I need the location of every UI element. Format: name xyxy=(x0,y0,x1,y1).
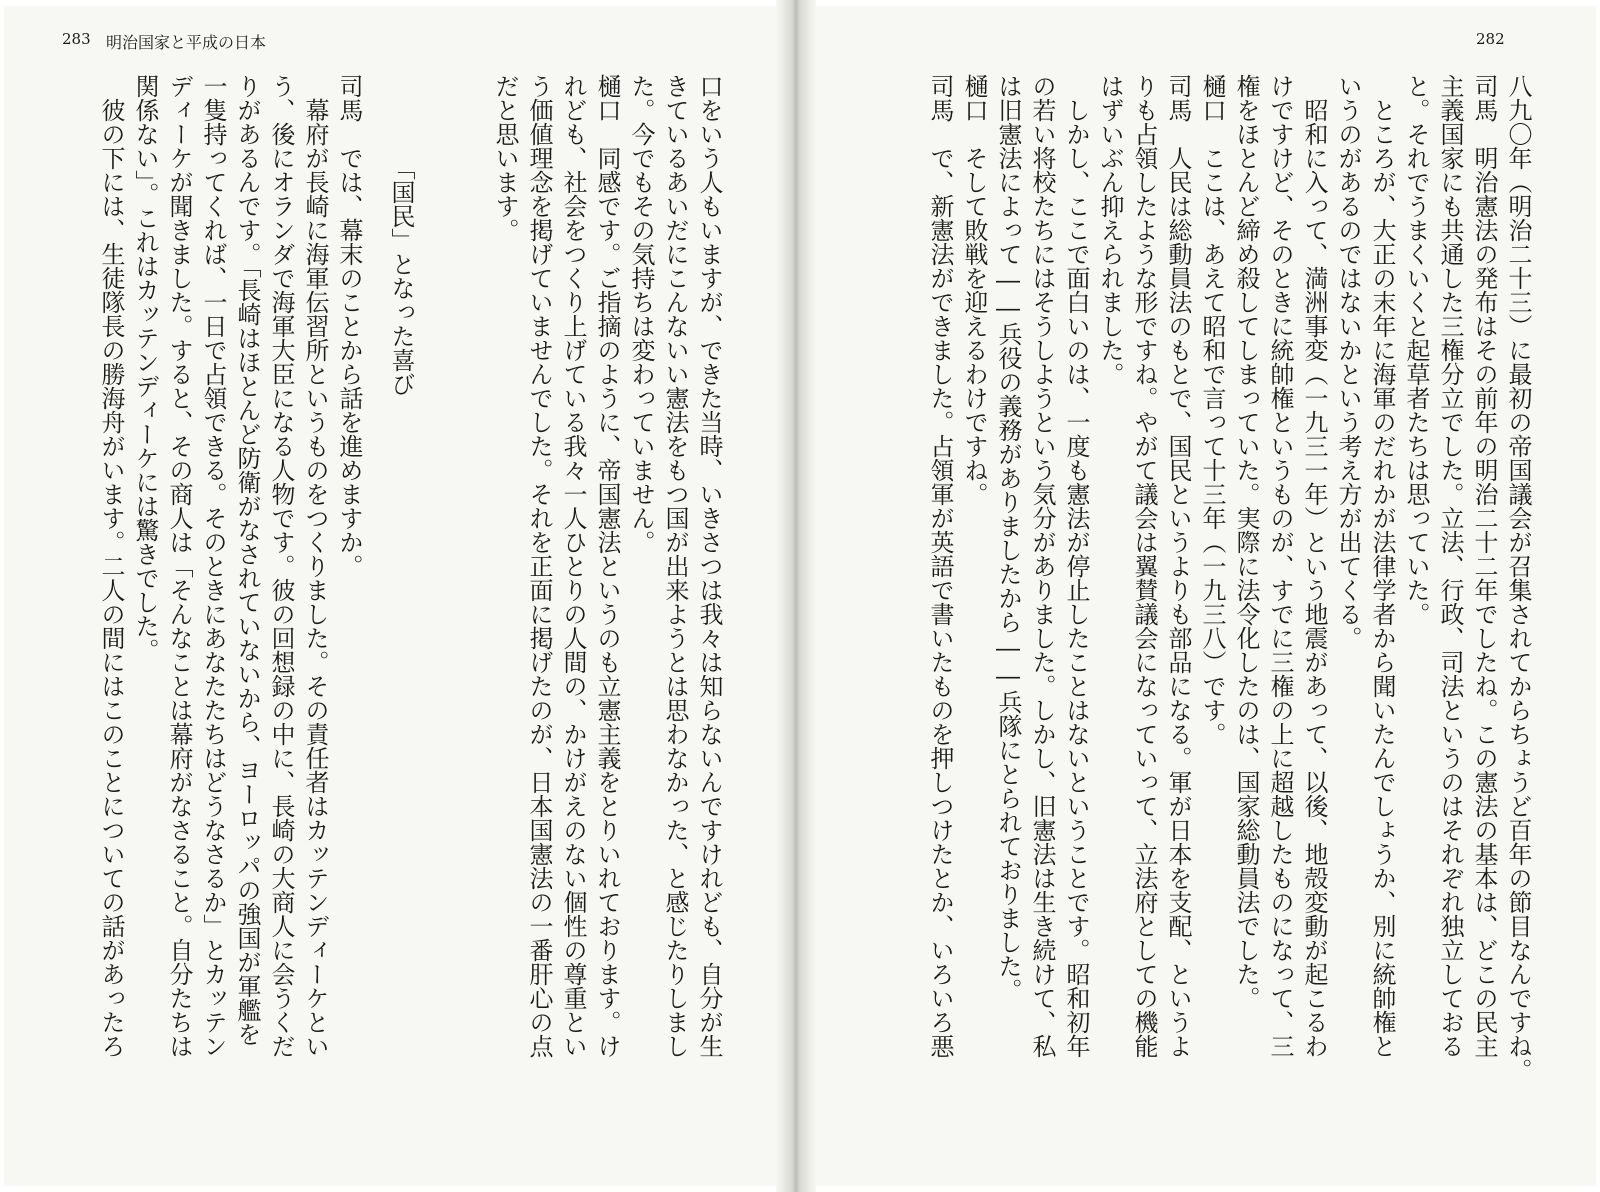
text-line: 司馬 で、新憲法ができました。占領軍が英語で書いたものを押しつけたとか、いろいろ悪 xyxy=(926,74,954,1058)
text-line: う、後にオランダで海軍大臣になる人物です。彼の回想録の中に、長崎の大商人に会うくだ xyxy=(267,74,295,1058)
left-page-upper-text xyxy=(468,74,726,1114)
text-line: ところが、大正の末年に海軍のだれかが法律学者から聞いたんでしょうか、別に統帥権と xyxy=(1368,74,1396,1058)
text-line: 権をほとんど締め殺してしまっていた。実際に法令化したのは、国家総動員法でした。 xyxy=(1232,74,1260,1010)
text-line: 司馬 では、幕末のことから話を進めますか。 xyxy=(335,74,363,578)
text-line: きているあいだにこんないい憲法をもつ国が出来ようとは思わなかった、と感じたりしまし xyxy=(661,74,689,1058)
text-line: は旧憲法によって――兵役の義務がありましたから――兵隊にとられておりました。 xyxy=(994,74,1022,1002)
text-line: 樋口 ここは、あえて昭和で言って十三年（一九三八）です。 xyxy=(1198,74,1226,746)
section-heading: 「国民」となった喜び xyxy=(387,156,415,396)
text-line: た。今でもその気持ちは変わっていません。 xyxy=(627,74,655,554)
text-line: 司馬 人民は総動員法のもとで、国民というよりも部品になる。軍が日本を支配、というよ xyxy=(1164,74,1192,1058)
text-line: 主義国家にも共通した三権分立でした。立法、行政、司法というのはそれぞれ独立しておる xyxy=(1436,74,1464,1058)
right-page-number: 282 xyxy=(1476,30,1505,48)
text-line: りがあるんです。「長崎はほとんど防衛がなされていないから、ヨーロッパの強国が軍艦を xyxy=(233,74,261,1046)
text-line: 幕府が長崎に海軍伝習所というものをつくりました。その責任者はカッテンディーケとい xyxy=(301,74,329,1058)
right-page-text xyxy=(835,74,1535,1114)
text-line: りも占領したような形ですね。やがて議会は翼賛議会になっていって、立法府としての機能 xyxy=(1130,74,1158,1058)
text-line: れども、社会をつくり上げている我々一人ひとりの人間の、かけがえのない個性の尊重とい xyxy=(559,74,587,1058)
text-line: しかし、ここで面白いのは、一度も憲法が停止したことはないということです。昭和初年 xyxy=(1062,74,1090,1058)
left-page-lower-text xyxy=(66,74,366,1114)
left-page-number: 283 xyxy=(62,30,91,48)
text-line: 樋口 同感です。ご指摘のように、帝国憲法というのも立憲主義をとりいれております。け xyxy=(593,74,621,1058)
text-line: 昭和に入って、満洲事変（一九三一年）という地震があって、以後、地殻変動が起こるわ xyxy=(1300,74,1328,1058)
text-line: 樋口 そして敗戦を迎えるわけですね。 xyxy=(960,74,988,506)
text-line: 彼の下には、生徒隊長の勝海舟がいます。二人の間にはこのことについての話があったろ xyxy=(97,74,125,1058)
text-line: はずいぶん抑えられました。 xyxy=(1096,74,1124,386)
text-line: 司馬 明治憲法の発布はその前年の明治二十二年でしたね。この憲法の基本は、どこの民主 xyxy=(1470,74,1498,1058)
text-line: ディーケが聞きました。すると、その商人は「そんなことは幕府がなさること。自分たちは xyxy=(165,74,193,1058)
text-line: 関係ない」。これはカッテンディーケには驚きでした。 xyxy=(131,74,159,662)
text-line: 一隻持ってくれば、一日で占領できる。そのときにあなたたちはどうなさるか」とカッテン xyxy=(199,74,227,1058)
text-line: の若い将校たちにはそうしようという気分がありました。しかし、旧憲法は生き続けて、私 xyxy=(1028,74,1056,1058)
text-line: いうのがあるのではないかという考え方が出てくる。 xyxy=(1334,74,1362,650)
text-line: と。それでうまくいくと起草者たちは思っていた。 xyxy=(1402,74,1430,626)
text-line: 口をいう人もいますが、できた当時、いきさつは我々は知らないんですけれども、自分が生 xyxy=(695,74,723,1058)
text-line: けですけど、そのときに統帥権というものが、すでに三権の上に超越したものになって、三 xyxy=(1266,74,1294,1058)
left-running-title: 明治国家と平成の日本 xyxy=(106,33,267,52)
book-spine xyxy=(776,0,816,1192)
text-line: だと思います。 xyxy=(491,74,519,242)
text-line: 八九〇年（明治二十三）に最初の帝国議会が召集されてからちょうど百年の節目なんですね。 xyxy=(1504,74,1532,1082)
text-line: う価値理念を掲げていませんでした。それを正面に掲げたのが、日本国憲法の一番肝心の点 xyxy=(525,74,553,1058)
